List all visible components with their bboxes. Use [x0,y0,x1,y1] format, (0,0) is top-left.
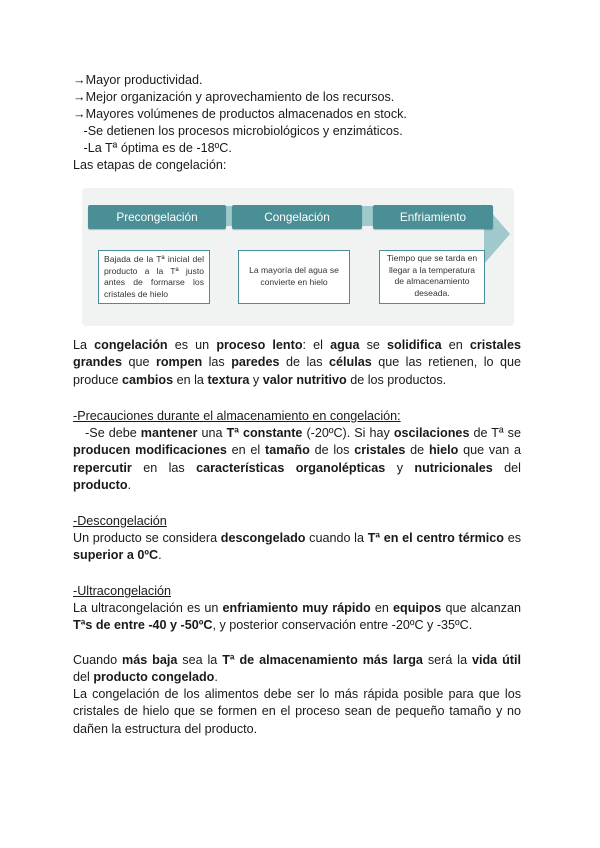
paragraph-conclusion: La congelación de los alimentos debe ser lo más rápida posible para que los cristales de hielo que se formen en el proceso sean de pequeño tamaño y no dañen la estructura del producto. [73,687,521,736]
heading-precauciones: -Precauciones durante el almacenamiento en congelación: [73,409,401,423]
stage-precongelacion: Precongelación [88,205,226,229]
paragraph-congelacion: La congelación es un proceso lento: el agua se solidifica en cristales grandes que rompen las paredes de las células que las retienen, lo que produce cambios en la textura y valor nutritivo de los productos. [73,338,522,387]
intro-line-etapas: Las etapas de congelación: [73,158,227,172]
heading-descongelacion: -Descongelación [73,514,167,528]
paragraph-ultracongelacion: La ultracongelación es un enfriamiento muy rápido en equipos que alcanzan Tªs de entre -40 y -50ºC, y posterior conservación entre -20ºC y -35ºC. [73,601,521,633]
paragraph-descongelacion: Un producto se considera descongelado cuando la Tª en el centro térmico es superior a 0ºC. [73,531,521,563]
paragraph-precauciones: -Se debe mantener una Tª constante (-20ºC). Si hay oscilaciones de Tª se producen modificaciones en el tamaño de los cristales de hielo que van a repercutir en las características organolépticas y nutricionales del producto. [73,426,525,493]
intro-line-procesos: -Se detienen los procesos microbiológicos y enzimáticos. [73,124,403,138]
paragraph-vida-util: Cuando más baja sea la Tª de almacenamiento más larga será la vida útil del producto congelado. [73,653,521,685]
intro-line-organizacion: →Mejor organización y aprovechamiento de los recursos. [73,90,395,104]
freezing-stages-diagram [82,188,514,326]
stage-description-enfriamiento: Tiempo que se tarda en llegar a la temperatura de almacenamiento deseada. [379,250,485,304]
intro-line-productividad: →Mayor productividad. [73,73,203,87]
intro-line-volumenes: →Mayores volúmenes de productos almacenados en stock. [73,107,407,121]
stage-description-congelacion: La mayoría del agua se convierte en hielo [238,250,350,304]
stage-enfriamiento: Enfriamiento [373,205,493,229]
intro-line-temperatura: -La Tª óptima es de -18ºC. [73,141,232,155]
stage-description-precongelacion: Bajada de la Tª inicial del producto a la Tª justo antes de formarse los cristales de hielo [98,250,210,304]
stage-congelacion: Congelación [232,205,362,229]
heading-ultracongelacion: -Ultracongelación [73,584,172,598]
